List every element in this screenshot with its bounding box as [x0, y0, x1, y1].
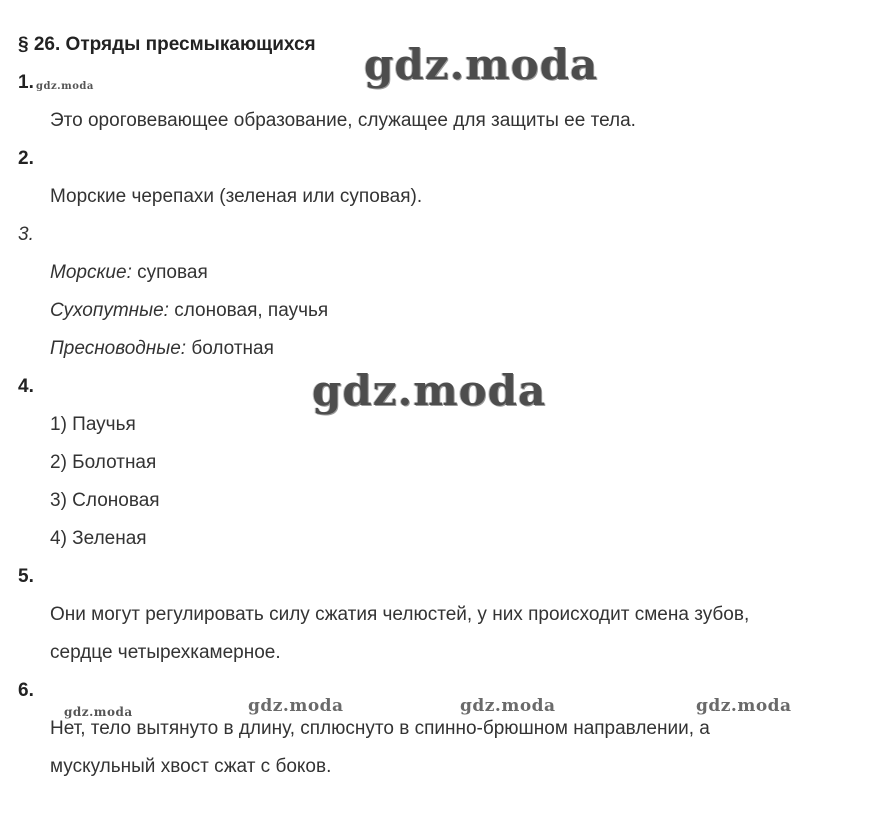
answer-number-1: 1.: [18, 72, 34, 93]
answer-6-text-line-1: Нет, тело вытянуто в длину, сплюснуто в спинно-брюшном направлении, а: [50, 718, 710, 739]
group-value: болотная: [186, 338, 274, 359]
group-value: слоновая, паучья: [168, 300, 329, 321]
group-value: суповая: [131, 262, 208, 283]
list-item: 3) Слоновая: [50, 490, 160, 511]
watermark: gdz.moda: [696, 696, 792, 716]
group-label: Пресноводные:: [50, 338, 187, 359]
answer-number-2: 2.: [18, 148, 34, 169]
page-title: § 26. Отряды пресмыкающихся: [18, 34, 316, 55]
list-item: 2) Болотная: [50, 452, 157, 473]
answer-2-text: Морские черепахи (зеленая или суповая).: [50, 186, 423, 207]
group-label: Сухопутные:: [50, 300, 169, 321]
answer-3-group-freshwater: [50, 338, 274, 360]
watermark: gdz.moda: [248, 696, 344, 716]
answer-3-group-land: [50, 300, 328, 322]
answer-1-text: Это ороговевающее образование, служащее для защиты ее тела.: [50, 110, 636, 131]
answer-5-text-line-1: Они могут регулировать силу сжатия челюстей, у них происходит смена зубов,: [50, 604, 750, 625]
answer-5-text-line-2: сердце четырехкамерное.: [50, 642, 281, 663]
watermark: gdz.moda: [312, 366, 547, 415]
answer-number-5: 5.: [18, 566, 34, 587]
list-item: 1) Паучья: [50, 414, 136, 435]
watermark: gdz.moda: [460, 696, 556, 716]
answer-number-6: 6.: [18, 680, 34, 701]
answer-6-text-line-2: мускульный хвост сжат с боков.: [50, 756, 332, 777]
watermark: gdz.moda: [364, 40, 599, 89]
watermark: gdz.moda: [36, 81, 94, 92]
group-label: Морские:: [50, 262, 132, 283]
answer-3-group-sea: [50, 262, 208, 284]
answer-number-4: 4.: [18, 376, 34, 397]
answer-number-3: 3.: [18, 224, 34, 245]
watermark: gdz.moda: [64, 705, 133, 719]
list-item: 4) Зеленая: [50, 528, 147, 549]
